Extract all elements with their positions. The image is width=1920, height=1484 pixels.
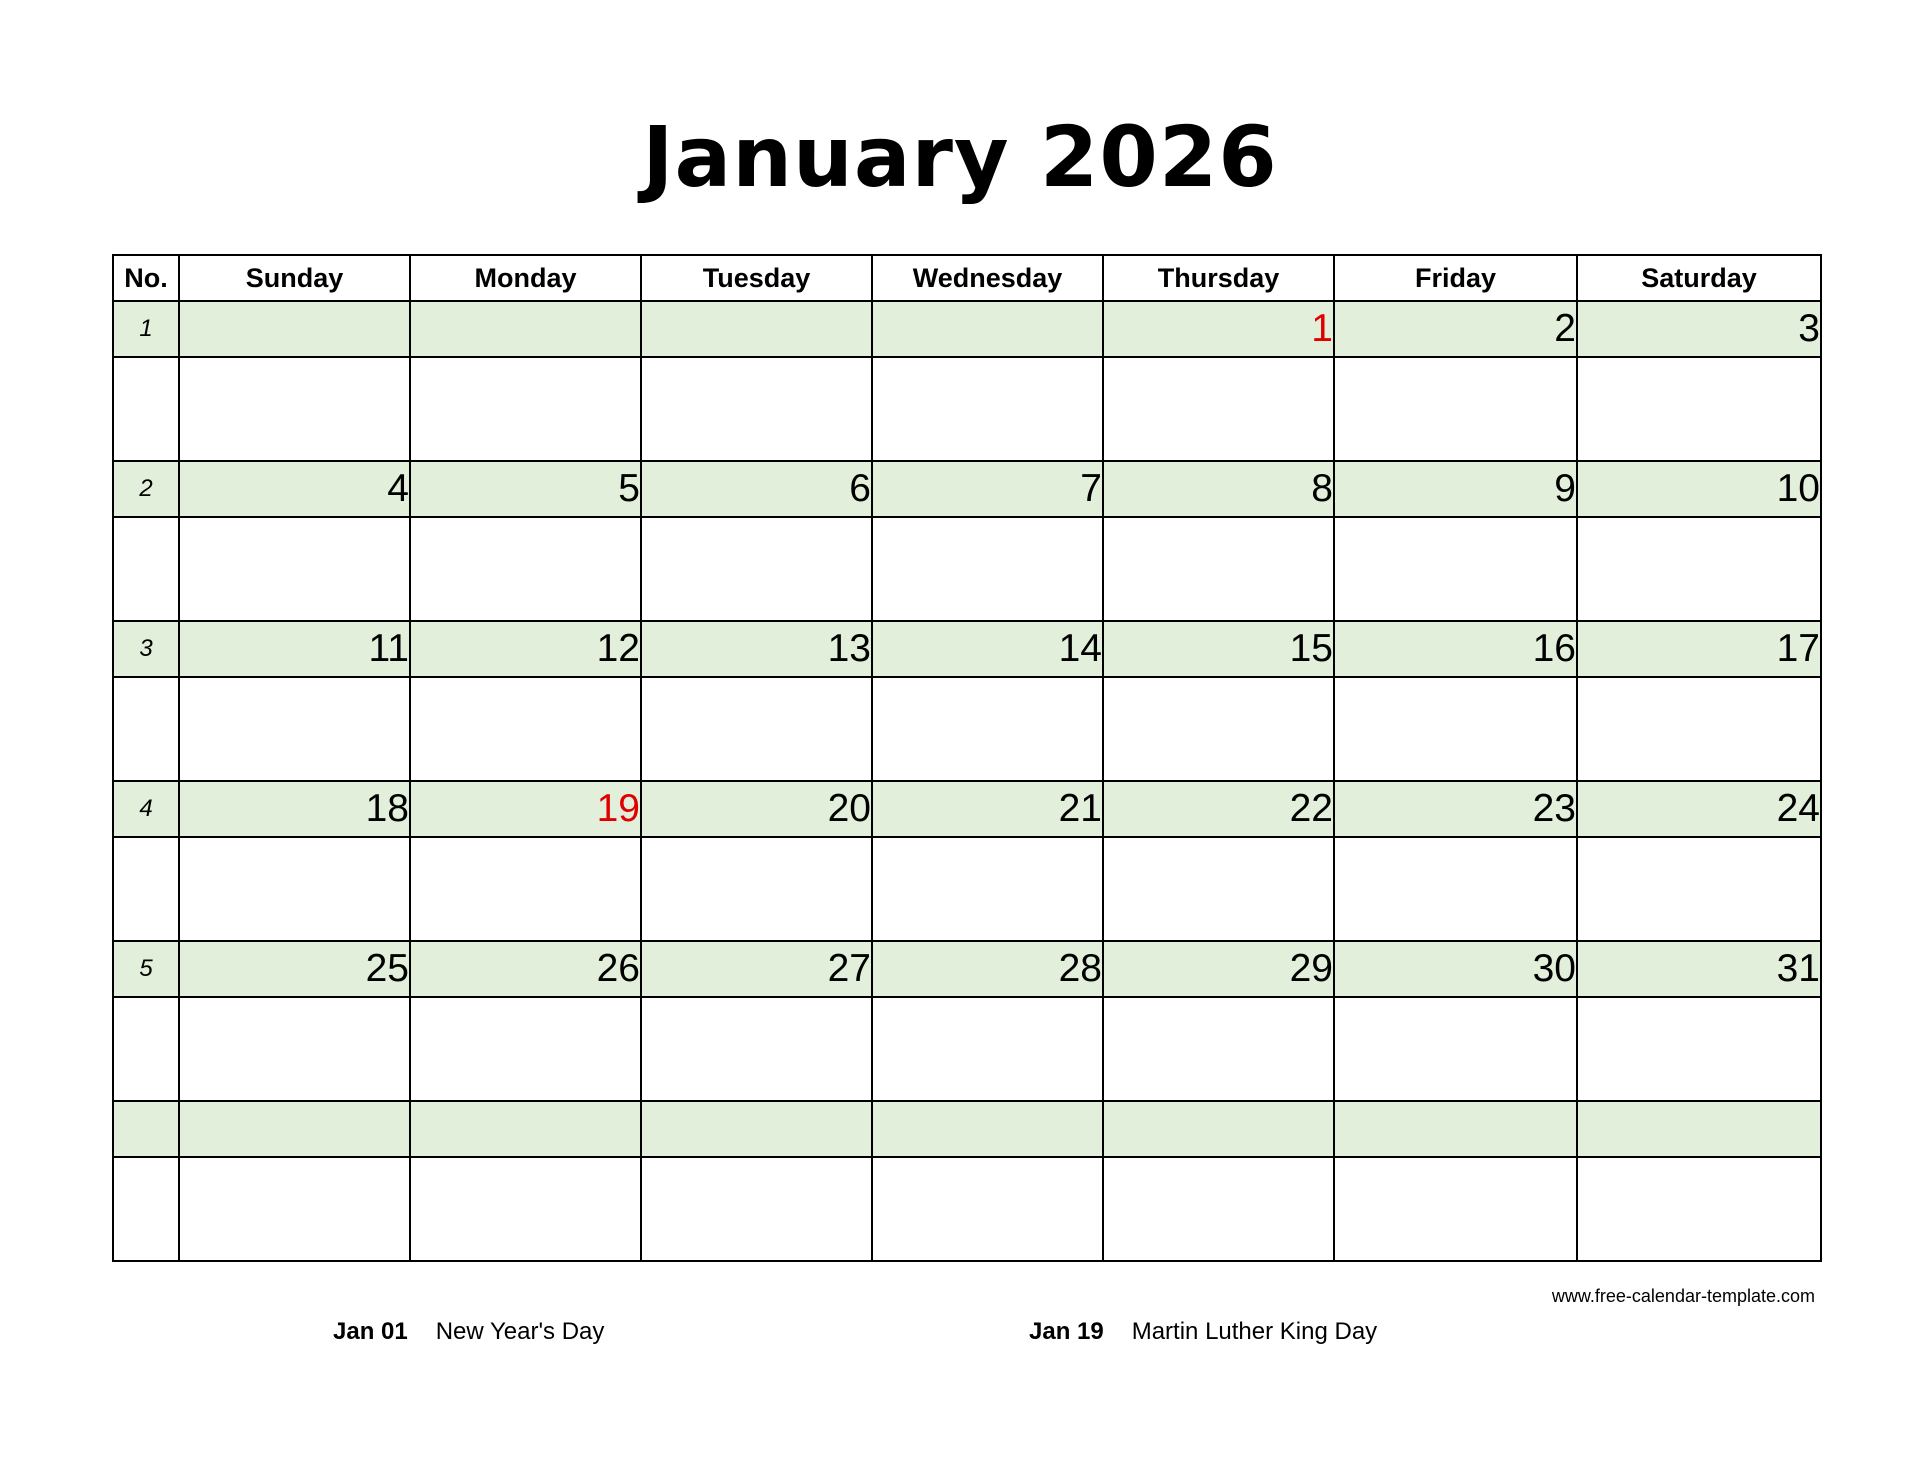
header-thursday: Thursday (1103, 255, 1334, 301)
header-week-no: No. (113, 255, 179, 301)
day-cell[interactable] (641, 301, 872, 357)
day-cell[interactable] (179, 301, 410, 357)
day-notes-cell[interactable] (872, 677, 1103, 781)
week-notes-margin (113, 677, 179, 781)
week-date-row (113, 301, 1821, 357)
day-cell[interactable] (1103, 1101, 1334, 1157)
day-cell[interactable]: 29 (1103, 941, 1334, 997)
day-notes-cell[interactable] (1334, 517, 1577, 621)
day-cell[interactable]: 13 (641, 621, 872, 677)
day-notes-cell[interactable] (410, 357, 641, 461)
week-notes-margin (113, 997, 179, 1101)
week-number: 4 (113, 781, 179, 837)
day-notes-cell[interactable] (410, 1157, 641, 1261)
day-cell[interactable]: 25 (179, 941, 410, 997)
holiday-name: New Year's Day (435, 1318, 605, 1345)
day-notes-cell[interactable] (1577, 1157, 1821, 1261)
week-notes-margin (113, 837, 179, 941)
week-notes-row (113, 837, 1821, 941)
day-notes-cell[interactable] (641, 677, 872, 781)
day-cell[interactable]: 22 (1103, 781, 1334, 837)
holiday-date: Jan 01 (333, 1318, 408, 1345)
day-cell[interactable]: 7 (872, 461, 1103, 517)
day-notes-cell[interactable] (1103, 357, 1334, 461)
holiday-item (1029, 1318, 1377, 1346)
day-notes-cell[interactable] (1334, 677, 1577, 781)
header-wednesday: Wednesday (872, 255, 1103, 301)
day-notes-cell[interactable] (179, 357, 410, 461)
calendar-title: January 2026 (642, 108, 1278, 206)
day-notes-cell[interactable] (1334, 837, 1577, 941)
day-notes-cell[interactable] (872, 517, 1103, 621)
day-cell[interactable]: 17 (1577, 621, 1821, 677)
week-date-row (113, 461, 1821, 517)
calendar-grid (112, 254, 1822, 1262)
day-notes-cell[interactable] (872, 837, 1103, 941)
header-tuesday: Tuesday (641, 255, 872, 301)
week-number: 5 (113, 941, 179, 997)
day-notes-cell[interactable] (1577, 677, 1821, 781)
day-notes-cell[interactable] (872, 357, 1103, 461)
day-notes-cell[interactable] (1577, 357, 1821, 461)
day-cell[interactable]: 11 (179, 621, 410, 677)
day-cell[interactable]: 3 (1577, 301, 1821, 357)
day-cell[interactable]: 8 (1103, 461, 1334, 517)
day-notes-cell[interactable] (179, 1157, 410, 1261)
day-cell[interactable]: 18 (179, 781, 410, 837)
header-friday: Friday (1334, 255, 1577, 301)
day-notes-cell[interactable] (1577, 997, 1821, 1101)
website-url: www.free-calendar-template.com (1551, 1286, 1815, 1306)
week-notes-row (113, 997, 1821, 1101)
day-cell[interactable] (410, 1101, 641, 1157)
day-notes-cell[interactable] (1103, 837, 1334, 941)
week-number: 1 (113, 301, 179, 357)
day-notes-cell[interactable] (1103, 997, 1334, 1101)
day-notes-cell[interactable] (1334, 1157, 1577, 1261)
holiday-item (333, 1318, 604, 1346)
day-cell[interactable]: 2 (1334, 301, 1577, 357)
week-number: 3 (113, 621, 179, 677)
header-sunday: Sunday (179, 255, 410, 301)
week-notes-row (113, 357, 1821, 461)
header-row (113, 255, 1821, 301)
day-cell[interactable] (1334, 1101, 1577, 1157)
day-cell[interactable]: 6 (641, 461, 872, 517)
holiday-name: Martin Luther King Day (1131, 1318, 1378, 1345)
day-cell[interactable]: 23 (1334, 781, 1577, 837)
day-notes-cell[interactable] (410, 837, 641, 941)
day-cell[interactable]: 1 (1103, 301, 1334, 357)
day-notes-cell[interactable] (1577, 517, 1821, 621)
day-cell[interactable]: 24 (1577, 781, 1821, 837)
day-notes-cell[interactable] (179, 997, 410, 1101)
day-cell[interactable]: 19 (410, 781, 641, 837)
day-cell[interactable]: 30 (1334, 941, 1577, 997)
day-cell[interactable]: 5 (410, 461, 641, 517)
day-notes-cell[interactable] (641, 517, 872, 621)
week-date-row (113, 621, 1821, 677)
week-notes-margin (113, 1157, 179, 1261)
day-notes-cell[interactable] (179, 837, 410, 941)
day-notes-cell[interactable] (1103, 1157, 1334, 1261)
day-notes-cell[interactable] (872, 1157, 1103, 1261)
header-saturday: Saturday (1577, 255, 1821, 301)
day-cell[interactable]: 12 (410, 621, 641, 677)
day-cell[interactable] (1577, 1101, 1821, 1157)
day-cell[interactable]: 16 (1334, 621, 1577, 677)
day-notes-cell[interactable] (1577, 837, 1821, 941)
day-notes-cell[interactable] (641, 837, 872, 941)
day-cell[interactable]: 31 (1577, 941, 1821, 997)
day-cell[interactable]: 27 (641, 941, 872, 997)
day-cell[interactable] (872, 301, 1103, 357)
day-cell[interactable] (641, 1101, 872, 1157)
week-notes-margin (113, 357, 179, 461)
week-notes-row (113, 517, 1821, 621)
day-cell[interactable]: 14 (872, 621, 1103, 677)
day-cell[interactable] (410, 301, 641, 357)
day-cell[interactable]: 21 (872, 781, 1103, 837)
day-cell[interactable]: 15 (1103, 621, 1334, 677)
day-notes-cell[interactable] (179, 677, 410, 781)
day-notes-cell[interactable] (641, 357, 872, 461)
day-notes-cell[interactable] (1103, 517, 1334, 621)
day-notes-cell[interactable] (410, 677, 641, 781)
day-cell[interactable]: 4 (179, 461, 410, 517)
holiday-date: Jan 19 (1029, 1318, 1104, 1345)
week-notes-row (113, 1157, 1821, 1261)
week-notes-margin (113, 517, 179, 621)
day-notes-cell[interactable] (1334, 357, 1577, 461)
day-notes-cell[interactable] (410, 517, 641, 621)
day-notes-cell[interactable] (1334, 997, 1577, 1101)
day-cell[interactable]: 20 (641, 781, 872, 837)
day-cell[interactable]: 9 (1334, 461, 1577, 517)
week-date-row (113, 941, 1821, 997)
day-cell[interactable]: 10 (1577, 461, 1821, 517)
day-cell[interactable]: 28 (872, 941, 1103, 997)
header-monday: Monday (410, 255, 641, 301)
week-number: 2 (113, 461, 179, 517)
day-notes-cell[interactable] (872, 997, 1103, 1101)
week-number (113, 1101, 179, 1157)
day-notes-cell[interactable] (641, 1157, 872, 1261)
week-date-row (113, 781, 1821, 837)
day-cell[interactable] (872, 1101, 1103, 1157)
day-notes-cell[interactable] (641, 997, 872, 1101)
week-notes-row (113, 677, 1821, 781)
day-cell[interactable] (179, 1101, 410, 1157)
week-date-row (113, 1101, 1821, 1157)
day-notes-cell[interactable] (1103, 677, 1334, 781)
day-cell[interactable]: 26 (410, 941, 641, 997)
day-notes-cell[interactable] (179, 517, 410, 621)
day-notes-cell[interactable] (410, 997, 641, 1101)
